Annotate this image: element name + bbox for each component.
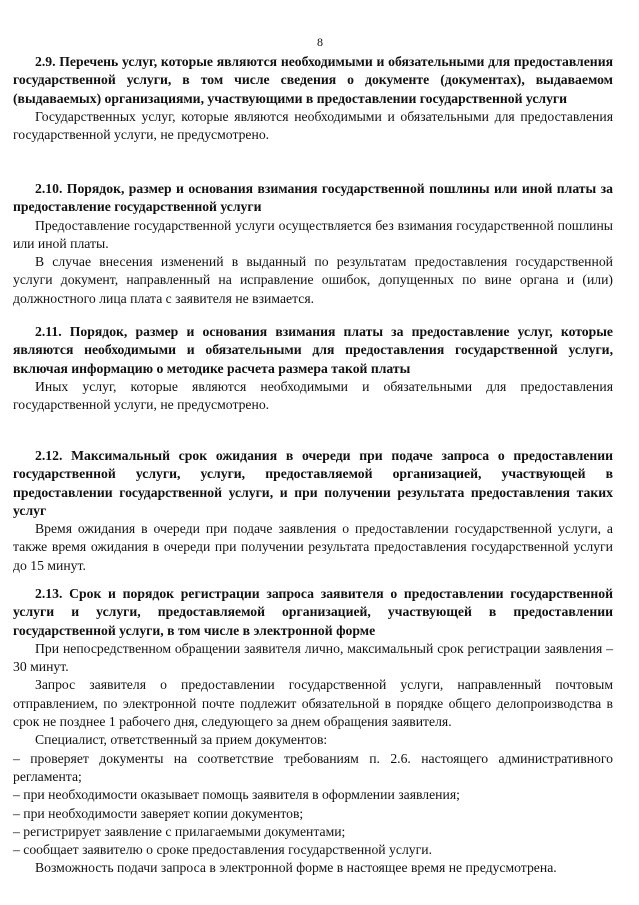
section-paragraph: Запрос заявителя о предоставлении государственной услуги, направленный почтовым отправлением, по электронной почте подлежит обязательной в порядке общего делопроизводства в срок не позднее 1 рабочего дня, следующего за днем обращения заявителя. bbox=[13, 677, 613, 730]
section-heading: 2.11. Порядок, размер и основания взимания платы за предоставление услуг, которые являются необходимыми и обязательными для предоставления государственной услуги, включая информацию о методике расчета размера такой платы bbox=[13, 324, 613, 376]
section-2-13 bbox=[13, 585, 613, 878]
section-closing-paragraph: Возможность подачи запроса в электронной форме в настоящее время не предусмотрена. bbox=[35, 860, 557, 876]
section-heading: 2.12. Максимальный срок ожидания в очереди при подаче запроса о предоставлении государственной услуги, услуги, предоставляемой организацией, участвующей в предоставлении государственной услуги, и при получении результата предоставления таких услуг bbox=[13, 448, 613, 518]
section-paragraph: Время ожидания в очереди при подаче заявления о предоставлении государственной услуги, а также время ожидания в очереди при получении результата предоставления государственной услуги до 15 минут. bbox=[13, 521, 613, 573]
section-heading: 2.10. Порядок, размер и основания взимания государственной пошлины или иной платы за предоставление государственной услуги bbox=[13, 181, 613, 215]
section-2-11 bbox=[13, 323, 613, 414]
section-2-10 bbox=[13, 180, 613, 308]
page-number: 8 bbox=[317, 35, 323, 49]
section-heading: 2.9. Перечень услуг, которые являются необходимыми и обязательными для предоставления государственной услуги, в том числе сведения о документе (документах), выдаваемом (выдаваемых) организациями, участвующими в предоставлении государственной услуги bbox=[13, 54, 613, 106]
section-2-9 bbox=[13, 53, 613, 144]
section-heading: 2.13. Срок и порядок регистрации запроса заявителя о предоставлении государственной услуги и услуги, предоставляемой организацией, участвующей в предоставлении государственной услуги, в том числе в электронной форме bbox=[13, 586, 613, 638]
document-page bbox=[13, 0, 613, 905]
section-paragraph: Предоставление государственной услуги осуществляется без взимания государственной пошлины или иной платы. bbox=[13, 217, 613, 251]
list-item: – регистрирует заявление с прилагаемыми документами; bbox=[13, 823, 346, 839]
section-paragraph: В случае внесения изменений в выданный по результатам предоставления государственной услуги документ, направленный на исправление ошибок, допущенных по вине органа и (или) должностного лица плата с заявителя не взимается. bbox=[13, 254, 613, 306]
list-item: – при необходимости заверяет копии документов; bbox=[13, 805, 304, 821]
section-2-12 bbox=[13, 447, 613, 575]
list-item: – проверяет документы на соответствие требованиям п. 2.6. настоящего административного регламента; bbox=[13, 750, 613, 784]
section-paragraph: Иных услуг, которые являются необходимыми и обязательными для предоставления государственной услуги, не предусмотрено. bbox=[13, 378, 613, 413]
section-paragraph: При непосредственном обращении заявителя лично, максимальный срок регистрации заявления – 30 минут. bbox=[13, 640, 613, 675]
list-item: – при необходимости оказывает помощь заявителя в оформлении заявления; bbox=[13, 787, 460, 803]
list-item: – сообщает заявителю о сроке предоставления государственной услуги. bbox=[13, 842, 433, 858]
section-paragraph: Государственных услуг, которые являются необходимыми и обязательными для предоставления государственной услуги, не предусмотрено. bbox=[13, 108, 613, 143]
section-paragraph: Специалист, ответственный за прием документов: bbox=[35, 732, 328, 748]
